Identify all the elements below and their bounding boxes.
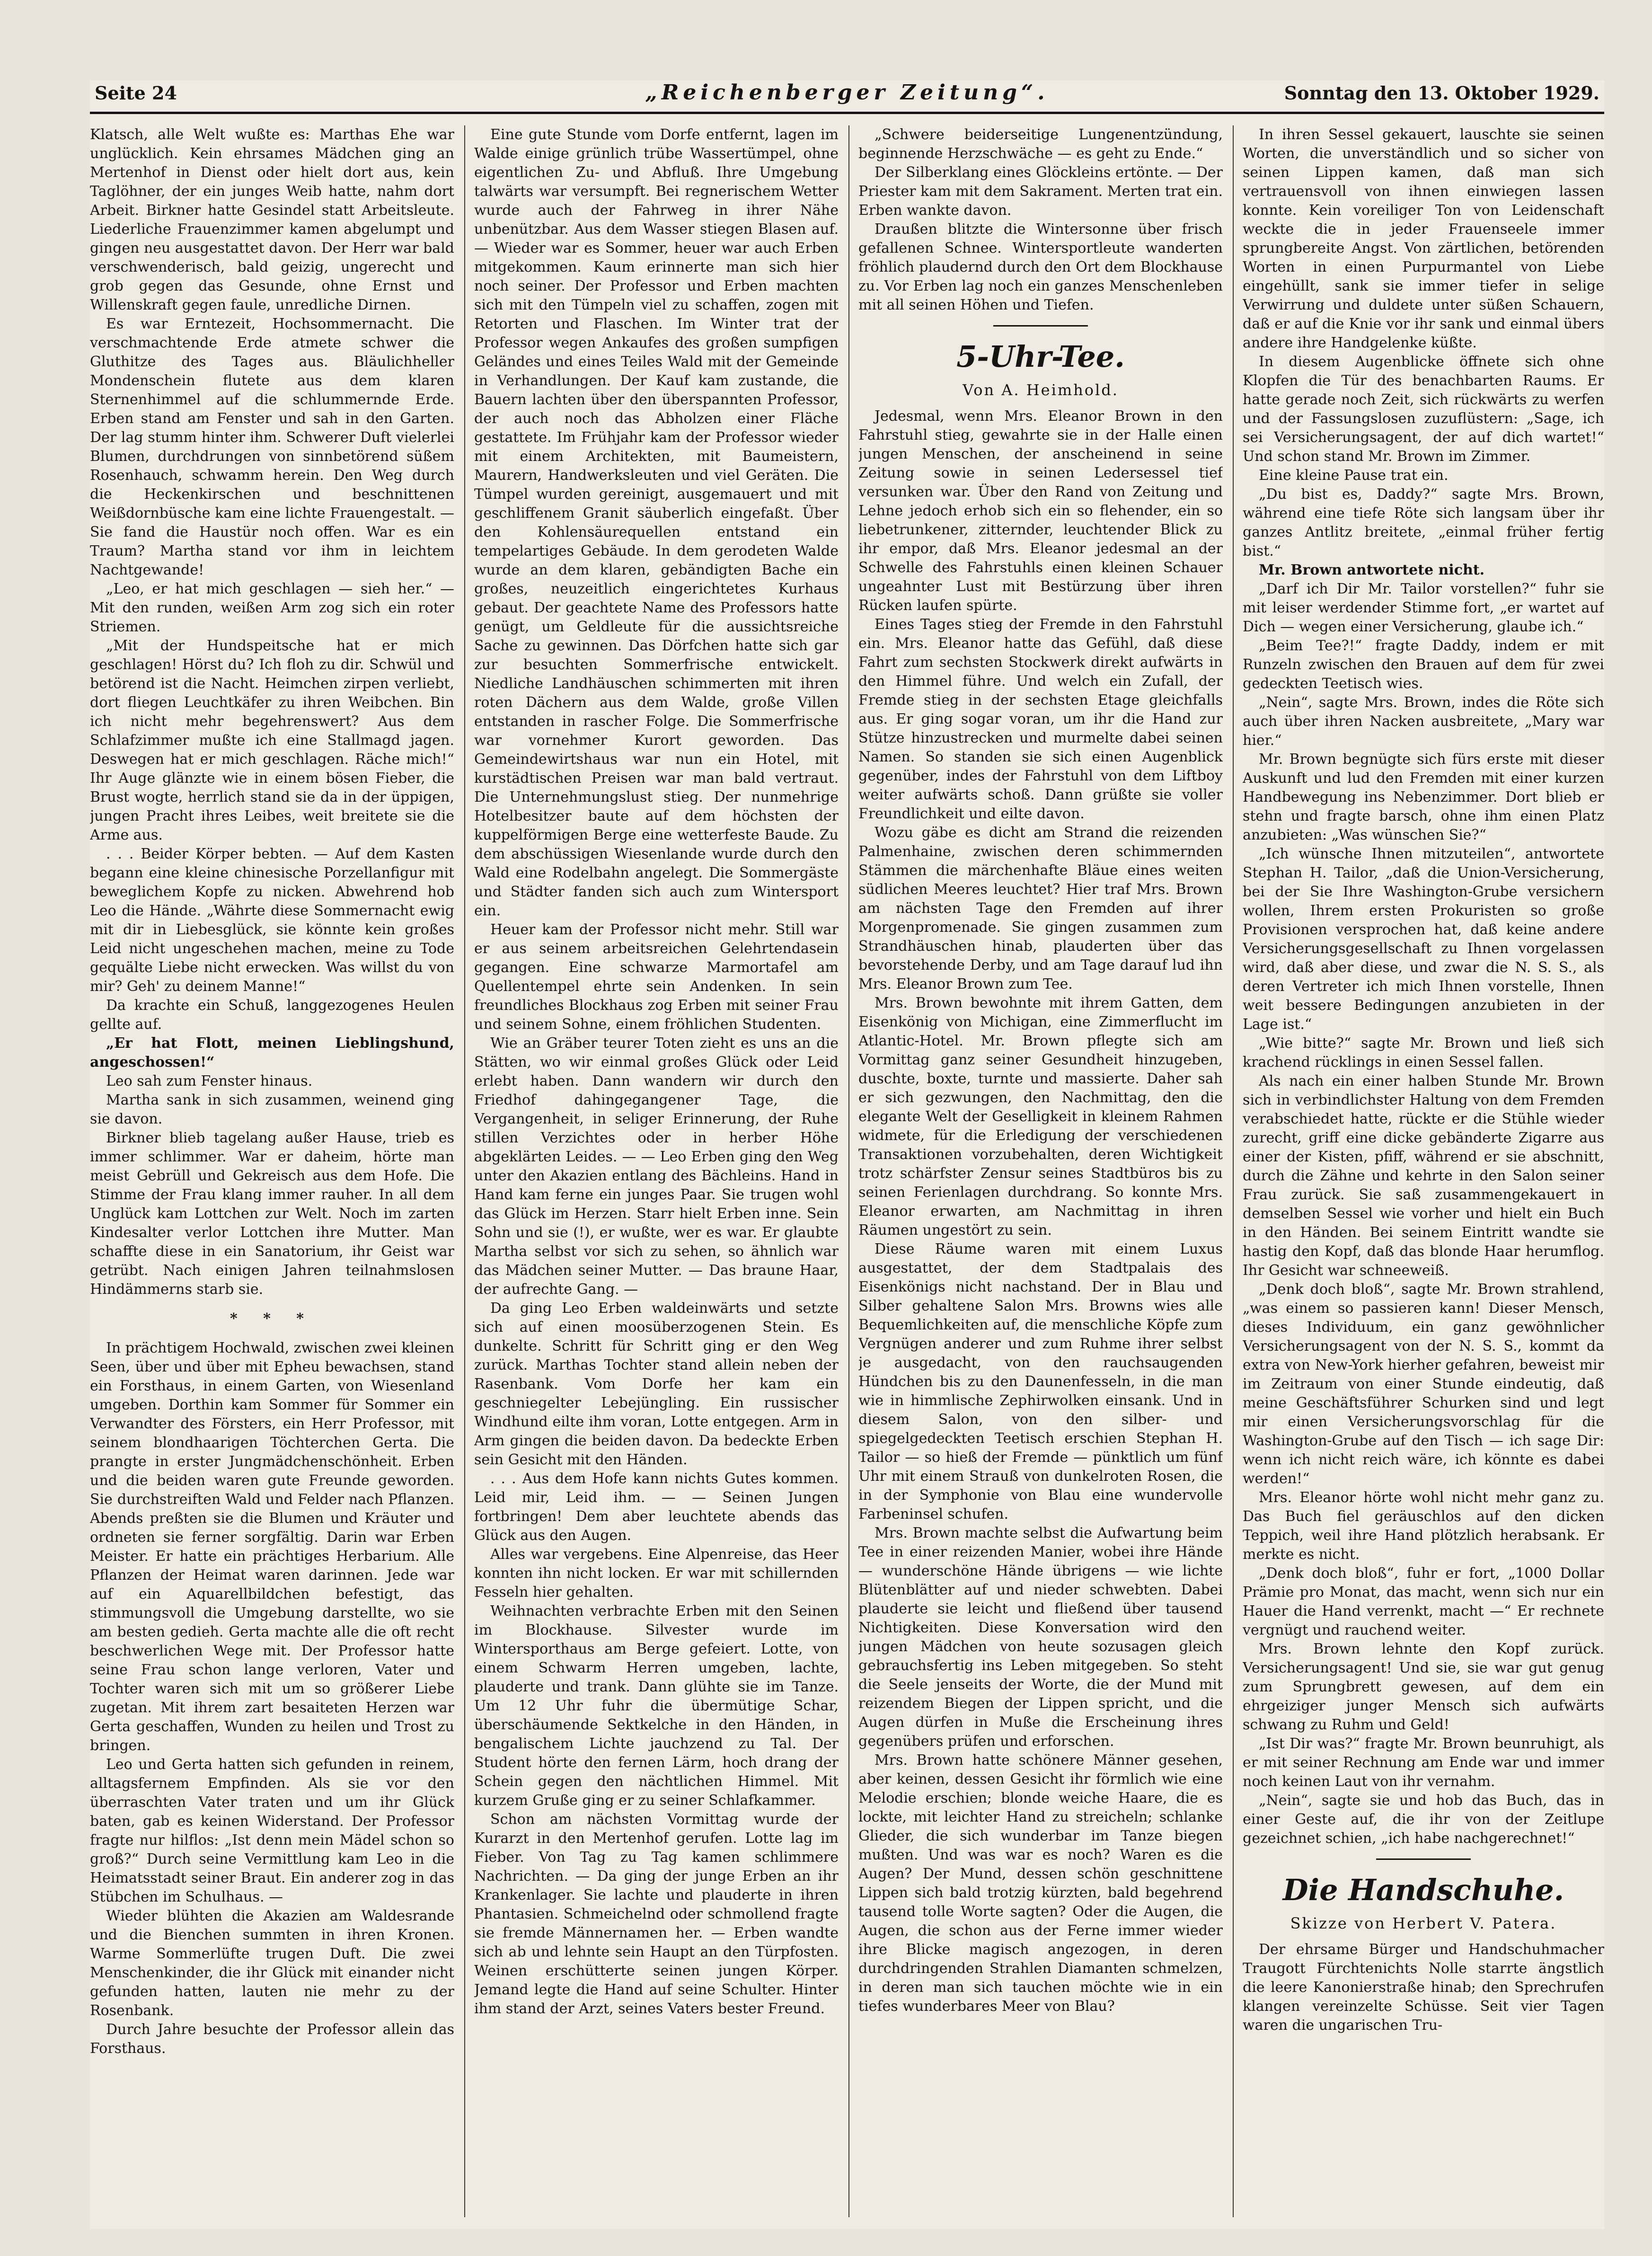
paragraph: Mrs. Brown bewohnte mit ihrem Gatten, dem Eisenkönig von Michigan, eine Zimmerflucht im Atlantic-Hotel. Mr. Brown pflegte sich am Vormittag ganz seiner Gesundheit hinzugeben, duschte, boxte, turnte und massierte. Daher sah er sich gezwungen, den Nachmittag, den die elegante Welt der Geselligkeit in kleinem Rahmen widmete, für die Erledigung der verschiedenen Transaktionen vorzubehalten, deren Wichtigkeit trotz schärfster Zensur seines Stadtbüros bis zu seinen Ferienlagen durchdrang. So konnte Mrs. Eleanor erwarten, am Nachmittag in ihren Räumen ungestört zu sein. xyxy=(858,995,1223,1239)
paragraph: „Mit der Hundspeitsche hat er mich geschlagen! Hörst du? Ich floh zu dir. Schwül und betörend ist die Nacht. Heimchen zirpen verliebt, dort fliegen Leuchtkäfer zu ihren Weibchen. Bin ich nicht mehr begehrenswert? Aus dem Schlafzimmer mußte ich eine Stallmagd jagen. Deswegen hat er mich geschlagen. Räche mich!“ Ihr Auge glänzte wie in einem bösen Fieber, die Brust wogte, herrlich stand sie da in der üppigen, jungen Pracht ihres Leibes, weit breitete sie die Arme aus. xyxy=(90,637,454,843)
column-1 xyxy=(90,125,454,2227)
paragraph: Der ehrsame Bürger und Handschuhmacher Traugott Fürchtenichts Nolle starrte ängstlich die leere Kanonierstraße hinab; den Sprechrufen klangen vereinzelte Schüsse. Seit vier Tagen waren die ungarischen Tru- xyxy=(1243,1941,1604,2034)
paragraph: „Darf ich Dir Mr. Tailor vorstellen?“ fuhr sie mit leiser werdender Stimme fort, „er wartet auf Dich — wegen einer Versicherung, glaube ich.“ xyxy=(1243,581,1604,635)
newspaper-title: „Reichenberger Zeitung“. xyxy=(645,80,1049,105)
story-byline: Skizze von Herbert V. Patera. xyxy=(1290,1914,1557,1932)
paragraph: Wozu gäbe es dicht am Strand die reizenden Palmenhaine, zwischen deren schimmernden Stämmen die märchenhafte Bläue eines weiten südlichen Meeres leuchtet? Hier traf Mrs. Brown am nächsten Tage den Fremden auf ihrer Morgenpromenade. Sie gingen zusammen zum Strandhäuschen hinab, plauderten über das bevorstehende Derby, und am Tage darauf lud ihn Mrs. Eleanor Brown zum Tee. xyxy=(858,824,1223,992)
paragraph: Eine gute Stunde vom Dorfe entfernt, lagen im Walde einige grünlich trübe Wassertümpel, ohne eigentlichen Zu- und Abfluß. Ihre Umgebung talwärts war versumpft. Bei regnerischem Wetter wurde auch der Fahrweg in ihrer Nähe unbenützbar. Aus dem Wasser stiegen Blasen auf. — Wieder war es Sommer, heuer war auch Erben mitgekommen. Kaum erinnerte man sich hier noch seiner. Der Professor und Erben machten sich mit den Tümpeln viel zu schaffen, zogen mit Retorten und Flaschen. Im Winter trat der Professor wegen Ankaufes des großen sumpfigen Geländes und eines Teiles Wald mit der Gemeinde in Verhandlungen. Der Kauf kam zustande, die Bauern lachten über den überspannten Professor, der auch noch das Abholzen einer Fläche gestattete. Im Frühjahr kam der Professor wieder mit einem Architekten, mit Baumeistern, Maurern, Handwerksleuten und viel Geräten. Die Tümpel wurden gereinigt, ausgemauert und mit geschliffenem Granit säuberlich eingefaßt. Über den Kohlensäurequellen entstand ein tempelartiges Gebäude. In dem gerodeten Walde wurde an dem klaren, gebändigten Bache ein großes, neuzeitlich eingerichtetes Kurhaus gebaut. Der geachtete Name des Professors hatte genügt, um Geldleute für die aussichtsreiche Sache zu gewinnen. Das Dörfchen hatte sich gar zur besuchten Sommerfrische entwickelt. Niedliche Landhäuschen schimmerten mit ihren roten Dächern aus dem Walde, große Villen entstanden in rascher Folge. Die Sommerfrische war vornehmer Kurort geworden. Das Gemeindewirtshaus war nun ein Hotel, mit kurstädtischen Preisen war man bald vertraut. Die Unternehmungslust stieg. Der nunmehrige Hotelbesitzer baute auf dem höchsten der kuppelförmigen Berge eine wetterfeste Baude. Zu dem abschüssigen Wiesenlande wurde durch den Wald eine Rodelbahn angelegt. Die Sommergäste und Städter fanden sich auch zum Wintersport ein. xyxy=(474,126,839,919)
paragraph: In prächtigem Hochwald, zwischen zwei kleinen Seen, über und über mit Epheu bewachsen, stand ein Forsthaus, in einem Garten, von Wiesenland umgeben. Dorthin kam Sommer für Sommer ein Verwandter des Försters, ein Herr Professor, mit seinem blondhaarigen Töchterchen Gerta. Die prangte in erster Jungmädchenschönheit. Erben und die beiden waren gute Freunde geworden. Sie durchstreiften Wald und Felder nach Pflanzen. Abends preßten sie die Blumen und Kräuter und ordneten sie ferner sorgfältig. Darin war Erben Meister. Er hatte ein prächtiges Herbarium. Alle Pflanzen der Heimat waren darinnen. Jede war auf ein Aquarellbildchen befestigt, das stimmungsvoll die Umgebung darstellte, wo sie am besten gedieh. Gerta machte alle die oft recht beschwerlichen Wege mit. Der Professor hatte seine Frau schon lange verloren, Vater und Tochter waren sich mit um so größerer Liebe zugetan. Mit ihrem zart besaiteten Herzen war Gerta geschaffen, Wunden zu heilen und Trost zu bringen. xyxy=(90,1340,454,1754)
paragraph: Leo und Gerta hatten sich gefunden in reinem, alltagsfernem Empfinden. Als sie vor den überraschten Vater traten und um ihr Glück baten, gab es keinen Widerstand. Der Professor fragte nur hilflos: „Ist denn mein Mädel schon so groß?“ Durch seine Vermittlung kam Leo in die Heimatsstadt seiner Braut. Ein anderer zog in das Stübchen im Schulhaus. — xyxy=(90,1756,454,1905)
column-divider xyxy=(848,125,849,2217)
page-number: Seite 24 xyxy=(95,82,177,104)
paragraph: Eines Tages stieg der Fremde in den Fahrstuhl ein. Mrs. Eleanor hatte das Gefühl, daß diese Fahrt zum sechsten Stockwerk direkt aufwärts in den Himmel führe. Und welch ein Zufall, der Fremde stieg in der sechsten Etage gleichfalls aus. Er ging sogar voran, um ihr die Hand zur Stütze hinzustrecken und murmelte dabei seinen Namen. So standen sie sich einen Augenblick gegenüber, indes der Fahrstuhl von dem Liftboy weiter aufwärts schoß. Dann grüßte sie voller Freundlichkeit und eilte davon. xyxy=(858,616,1223,822)
paragraph: Klatsch, alle Welt wußte es: Marthas Ehe war unglücklich. Kein ehrsames Mädchen ging an Mertenhof in Dienst oder hielt dort aus, kein Taglöhner, der ein junges Weib hatte, nahm dort Arbeit. Birkner hatte Gesindel statt Arbeitsleute. Liederliche Frauenzimmer kamen abgelumpt und gingen neu ausgestattet davon. Der Herr war bald verschwenderisch, bald geizig, ungerecht und grob gegen das Gesunde, ohne Ernst und Willenskraft gegen faule, unredliche Dirnen. xyxy=(90,126,454,313)
column-2 xyxy=(474,125,839,2227)
paragraph: . . . Beider Körper bebten. — Auf dem Kasten begann eine kleine chinesische Porzellanfigur mit beweglichem Kopfe zu nicken. Abwehrend hob Leo die Hände. „Währte diese Sommernacht ewig mit dir in Liebesglück, sie könnte kein großes Leid nicht ungeschehen machen, meine zu Tode gequälte Liebe nicht erwecken. Was willst du von mir? Geh' zu deinem Manne!“ xyxy=(90,846,454,995)
paragraph: In diesem Augenblicke öffnete sich ohne Klopfen die Tür des benachbarten Raums. Er hatte gerade noch Zeit, sich rückwärts zu werfen und der Fassungslosen zuzuflüstern: „Sage, ich sei Versicherungsagent, der auf dich wartet!“ Und schon stand Mr. Brown im Zimmer. xyxy=(1243,354,1604,465)
story-byline: Von A. Heimhold. xyxy=(963,381,1119,399)
section-rule xyxy=(993,325,1088,327)
paragraph: Martha sank in sich zusammen, weinend ging sie davon. xyxy=(90,1092,454,1127)
paragraph: . . . Aus dem Hofe kann nichts Gutes kommen. Leid mir, Leid ihm. — — Seinen Jungen fortbringen! Dem aber leuchtete abends das Glück aus den Augen. xyxy=(474,1470,839,1544)
section-separator: * * * xyxy=(230,1310,314,1327)
paragraph: „Du bist es, Daddy?“ sagte Mrs. Brown, während eine tiefe Röte sich langsam über ihr ganzes Antlitz breitete, „einmal früher fertig bist.“ xyxy=(1243,486,1604,559)
paragraph: Mrs. Brown machte selbst die Aufwartung beim Tee in einer reizenden Manier, wobei ihre Hände — wunderschöne Hände übrigens — wie lichte Blütenblätter auf und nieder schwebten. Dabei plauderte sie leicht und fließend über tausend Nichtigkeiten. Diese Konversation wird den jungen Mädchen von heute sozusagen gleich gebrauchsfertig ins Leben mitgegeben. So steht die Seele jenseits der Worte, die der Mund mit reizendem Biegen der Lippen spricht, und die Augen dürfen in Muße die Erscheinung ihres gegenübers prüfen und erforschen. xyxy=(858,1525,1223,1750)
paragraph: „Nein“, sagte sie und hob das Buch, das in einer Geste auf, die ihr von der Zeitlupe gezeichnet schien, „ich habe nachgerechnet!“ xyxy=(1243,1792,1604,1847)
paragraph: Mrs. Brown hatte schönere Männer gesehen, aber keinen, dessen Gesicht ihr förmlich wie eine Melodie erschien; blonde weiche Haare, die es lockte, mit leichter Hand zu streicheln; schlanke Glieder, die sich wunderbar im Tanze biegen mußten. Und was war es noch? Waren es die Augen? Der Mund, dessen schön geschnittene Lippen sich bald trotzig kürzten, bald begehrend tausend tolle Worte sagten? Oder die Augen, die Augen, die schon aus der Ferne immer wieder ihre Blicke magisch angezogen, in deren durchdringenden Strahlen Diamanten schmelzen, in deren man sich tauchen möchte wie in ein tiefes wunderbares Meer von Blau? xyxy=(858,1752,1223,2015)
paragraph: „Leo, er hat mich geschlagen — sieh her.“ — Mit den runden, weißen Arm zog sich ein roter Striemen. xyxy=(90,581,454,635)
paragraph: Eine kleine Pause trat ein. xyxy=(1259,467,1449,484)
paragraph: „Ist Dir was?“ fragte Mr. Brown beunruhigt, als er mit seiner Rechnung am Ende war und immer noch keinen Laut von ihr vernahm. xyxy=(1243,1735,1604,1790)
paragraph: Alles war vergebens. Eine Alpenreise, das Heer konnten ihn nicht locken. Er war mit schillernden Fesseln hier gehalten. xyxy=(474,1546,839,1601)
paragraph: „Schwere beiderseitige Lungenentzündung, beginnende Herzschwäche — es geht zu Ende.“ xyxy=(858,126,1223,162)
paragraph: Mrs. Brown lehnte den Kopf zurück. Versicherungsagent! Und sie, sie war gut genug zum Sprungbrett gewesen, auf dem ein ehrgeiziger junger Mensch sich aufwärts schwang zu Ruhm und Geld! xyxy=(1243,1641,1604,1733)
paragraph: „Beim Tee?!“ fragte Daddy, indem er mit Runzeln zwischen den Brauen auf dem für zwei gedeckten Teetisch wies. xyxy=(1243,637,1604,692)
paragraph: Mrs. Eleanor hörte wohl nicht mehr ganz zu. Das Buch fiel geräuschlos auf den dicken Teppich, weil ihre Hand plötzlich herabsank. Er merkte es nicht. xyxy=(1243,1489,1604,1563)
paragraph: „Denk doch bloß“, fuhr er fort, „1000 Dollar Prämie pro Monat, das macht, wenn sich nur ein Hauer die Hand verrenkt, macht —“ Er rechnete vergnügt und rauchend weiter. xyxy=(1243,1565,1604,1638)
column-divider xyxy=(464,125,465,2217)
paragraph: Diese Räume waren mit einem Luxus ausgestattet, der dem Stadtpalais des Eisenkönigs nicht nachstand. Der in Blau und Silber gehaltene Salon Mrs. Browns wies alle Bequemlichkeiten auf, die menschliche Köpfe zum Vergnügen anderer und zum Ruhme ihrer selbst je ausgedacht, von den rauchsaugenden Hündchen bis zu den Daunenfesseln, in die man wie in himmlische Zephirwolken einsank. Und in diesem Salon, von den silber- und spiegelgedeckten Teetisch erschien Stephan H. Tailor — so hieß der Fremde — pünktlich um fünf Uhr mit einem Strauß von dunkelroten Rosen, die in der Symphonie von Blau eine wundervolle Farbeninsel schufen. xyxy=(858,1241,1223,1522)
paragraph: Leo sah zum Fenster hinaus. xyxy=(106,1073,313,1089)
paragraph: Wieder blühten die Akazien am Waldesrande und die Bienchen summten in ihren Kronen. Warme Sommerlüfte trugen Duft. Die zwei Menschenkinder, die ihr Glück mit einander nicht gefunden hatten, lauten nie mehr zu der Rosenbank. xyxy=(90,1908,454,2019)
paragraph: Durch Jahre besuchte der Professor allein das Forsthaus. xyxy=(90,2021,454,2057)
paragraph: „Wie bitte?“ sagte Mr. Brown und ließ sich krachend rücklings in einen Sessel fallen. xyxy=(1243,1035,1604,1070)
story-title: 5-Uhr-Tee. xyxy=(956,339,1125,374)
paragraph: Der Silberklang eines Glöckleins ertönte. — Der Priester kam mit dem Sakrament. Merten trat ein. Erben wankte davon. xyxy=(858,164,1223,219)
section-rule xyxy=(1376,1858,1471,1860)
paragraph: Mr. Brown begnügte sich fürs erste mit dieser Auskunft und lud den Fremden mit einer kurzen Handbewegung ins Nebenzimmer. Dort blieb er stehn und fragte barsch, ohne ihm einen Platz anzubieten: „Was wünschen Sie?“ xyxy=(1243,751,1604,843)
paragraph: Es war Erntezeit, Hochsommernacht. Die verschmachtende Erde atmete schwer die Gluthitze des Tages aus. Bläulichheller Mondenschein flutete aus dem klaren Sternenhimmel auf die schlummernde Erde. Erben stand am Fenster und sah in den Garten. Der lag stumm hinter ihm. Schwerer Duft vielerlei Blumen, durchdrungen von sinnbetörend süßem Rosenhauch, schwamm herein. Den Weg durch die Heckenkirschen und beschnittenen Weißdornbüsche kam eine lichte Frauengestalt. — Sie fand die Haustür noch offen. War es ein Traum? Martha stand vor ihm in leichtem Nachtgewande! xyxy=(90,316,454,578)
paragraph: In ihren Sessel gekauert, lauschte sie seinen Worten, die unverständlich und so sicher von seinen Lippen kamen, daß man sich vertrauensvoll von ihnen einwiegen lassen konnte. Kein voreiliger Ton von Leidenschaft weckte die in jeder Frauenseele immer sprungbereite Angst. Von zärtlichen, betörenden Worten in einen Purpurmantel von Liebe eingehüllt, sank sie immer tiefer in selige Verwirrung und duldete unter süßen Schauern, daß er auf die Knie vor ihr sank und einmal übers andere ihre Handgelenke küßte. xyxy=(1243,126,1604,351)
paragraph: Jedesmal, wenn Mrs. Eleanor Brown in den Fahrstuhl stieg, gewahrte sie in der Halle einen jungen Menschen, der anscheinend in seine Zeitung sowie in seinen Ledersessel tief versunken war. Über den Rand von Zeitung und Lehne jedoch erhob sich ein so flehender, ein so liebetrunkener, zitternder, leuchtender Blick zu ihr empor, daß Mrs. Eleanor jedesmal an der Schwelle des Fahrstuhls einen kleinen Schauer ungeahnter Lust mit Bestürzung über ihren Rücken laufen spürte. xyxy=(858,408,1223,614)
paragraph: Heuer kam der Professor nicht mehr. Still war er aus seinem arbeitsreichen Gelehrtendasein gegangen. Eine schwarze Marmortafel am Quellentempel ehrte sein Andenken. In sein freundliches Blockhaus zog Erben mit seiner Frau und seinem Sohne, einem fröhlichen Studenten. xyxy=(474,921,839,1033)
paragraph: Birkner blieb tagelang außer Hause, trieb es immer schlimmer. War er daheim, hörte man meist Gebrüll und Gekreisch aus dem Hofe. Die Stimme der Frau klang immer rauher. In all dem Unglück kam Lottchen zur Welt. Noch im zarten Kindesalter verlor Lottchen ihre Mutter. Man schaffte diese in ein Sanatorium, ihr Geist war getrübt. Nach einigen Jahren teilnahmslosen Hindämmerns starb sie. xyxy=(90,1130,454,1298)
story-title: Die Handschuhe. xyxy=(1282,1873,1564,1907)
page-header xyxy=(90,80,1604,109)
column-divider xyxy=(1233,125,1234,2217)
paragraph: Mr. Brown antwortete nicht. xyxy=(1259,562,1485,578)
column-3 xyxy=(858,125,1223,2227)
paragraph: Draußen blitzte die Wintersonne über frisch gefallenen Schnee. Wintersportleute wanderten fröhlich plaudernd durch den Ort dem Blockhause zu. Vor Erben lag noch ein ganzes Menschenleben mit all seinen Höhen und Tiefen. xyxy=(858,221,1223,313)
newspaper-page xyxy=(90,80,1604,2229)
paragraph: Als nach ein einer halben Stunde Mr. Brown sich in verbindlichster Haltung von dem Fremden verabschiedet hatte, rückte er die Stühle wieder zurecht, griff eine dicke gebänderte Zigarre aus einer der Kisten, pfiff, während er sie abschnitt, durch die Zähne und kehrte in den Salon seiner Frau zurück. Sie saß zusammengekauert in demselben Sessel wie vorher und hielt ein Buch in den Händen. Bei seinem Eintritt wandte sie hastig den Kopf, daß das blonde Haar herumflog. Ihr Gesicht war schneeweiß. xyxy=(1243,1073,1604,1279)
column-4 xyxy=(1243,125,1604,2227)
paragraph: Wie an Gräber teurer Toten zieht es uns an die Stätten, wo wir einmal großes Glück oder Leid erlebt haben. Dann wandern wir durch den Friedhof dahingegangener Tage, die Vergangenheit, in seliger Erinnerung, der Ruhe stillen Verzichtes oder in herber Höhe abgeklärten Leides. — — Leo Erben ging den Weg unter den Akazien entlang des Bächleins. Hand in Hand kam ferne ein junges Paar. Sie trugen wohl das Glück im Herzen. Starr hielt Erben inne. Sein Sohn und sie (!), er wußte, wer es war. Er glaubte Martha selbst vor sich zu sehen, so ähnlich war das Mädchen seiner Mutter. — Das braune Haar, der aufrechte Gang. — xyxy=(474,1035,839,1298)
paragraph: Da ging Leo Erben waldeinwärts und setzte sich auf einen moosüberzogenen Stein. Es dunkelte. Schritt für Schritt ging er den Weg zurück. Marthas Tochter stand allein neben der Rasenbank. Vom Dorfe her kam ein geschniegelter Lebejüngling. Ein russischer Windhund eilte ihm voran, Lotte entgegen. Arm in Arm gingen die beiden davon. Da bedeckte Erben sein Gesicht mit den Händen. xyxy=(474,1300,839,1468)
header-rule xyxy=(90,112,1604,114)
paragraph: „Denk doch bloß“, sagte Mr. Brown strahlend, „was einem so passieren kann! Dieser Mensch, dieses Individuum, ein ganz gewöhnlicher Versicherungsagent von der N. S. S., kommt da extra von New-York hierher gefahren, beweist mir im Zeitraum von einer Stunde eindeutig, daß meine Geschäftsführer Schurken sind und legt mir einen Versicherungsvorschlag für die Washington-Grube auf den Tisch — ich sage Dir: wenn ich nicht reich wäre, ich könnte es dabei werden!“ xyxy=(1243,1281,1604,1487)
paragraph: „Nein“, sagte Mrs. Brown, indes die Röte sich auch über ihren Nacken ausbreitete, „Mary war hier.“ xyxy=(1243,694,1604,749)
paragraph: Schon am nächsten Vormittag wurde der Kurarzt in den Mertenhof gerufen. Lotte lag im Fieber. Von Tag zu Tag kamen schlimmere Nachrichten. — Da ging der junge Erben an ihr Krankenlager. Sie lachte und plauderte in ihren Phantasien. Schmeichelnd oder schmollend fragte sie fremde Männernamen her. — Erben wandte sich ab und lehnte sein Haupt an den Türpfosten. Weinen erschütterte seinen jungen Körper. Jemand legte die Hand auf seine Schulter. Hinter ihm stand der Arzt, seines Vaters bester Freund. xyxy=(474,1811,839,2017)
paragraph: Weihnachten verbrachte Erben mit den Seinen im Blockhause. Silvester wurde im Wintersporthaus am Berge gefeiert. Lotte, von einem Schwarm Herren umgeben, lachte, plauderte und trank. Dann glühte sie im Tanze. Um 12 Uhr fuhr die übermütige Schar, überschäumende Sektkelche in den Händen, in bengalischem Lichte jauchzend zu Tal. Der Student hörte den fernen Lärm, hoch drang der Schein gegen den nächtlichen Himmel. Mit kurzem Gruße ging er zu seiner Schlafkammer. xyxy=(474,1603,839,1809)
paragraph: Da krachte ein Schuß, langgezogenes Heulen gellte auf. xyxy=(90,997,454,1033)
issue-date: Sonntag den 13. Oktober 1929. xyxy=(1284,82,1599,104)
paragraph: „Er hat Flott, meinen Lieblingshund, angeschossen!“ xyxy=(90,1035,454,1070)
paragraph: „Ich wünsche Ihnen mitzuteilen“, antwortete Stephan H. Tailor, „daß die Union-Versicherung, bei der Sie Ihre Washington-Grube versichern wollen, Ihrem ersten Prokuristen so große Provisionen versprochen hat, daß keine andere Versicherungsgesellschaft zu Ihnen vorgelassen wird, daß aber diese, und zwar die N. S. S., als deren Vertreter ich mich Ihnen vorstelle, Ihnen weit bessere Bedingungen anzubieten in der Lage ist.“ xyxy=(1243,846,1604,1033)
